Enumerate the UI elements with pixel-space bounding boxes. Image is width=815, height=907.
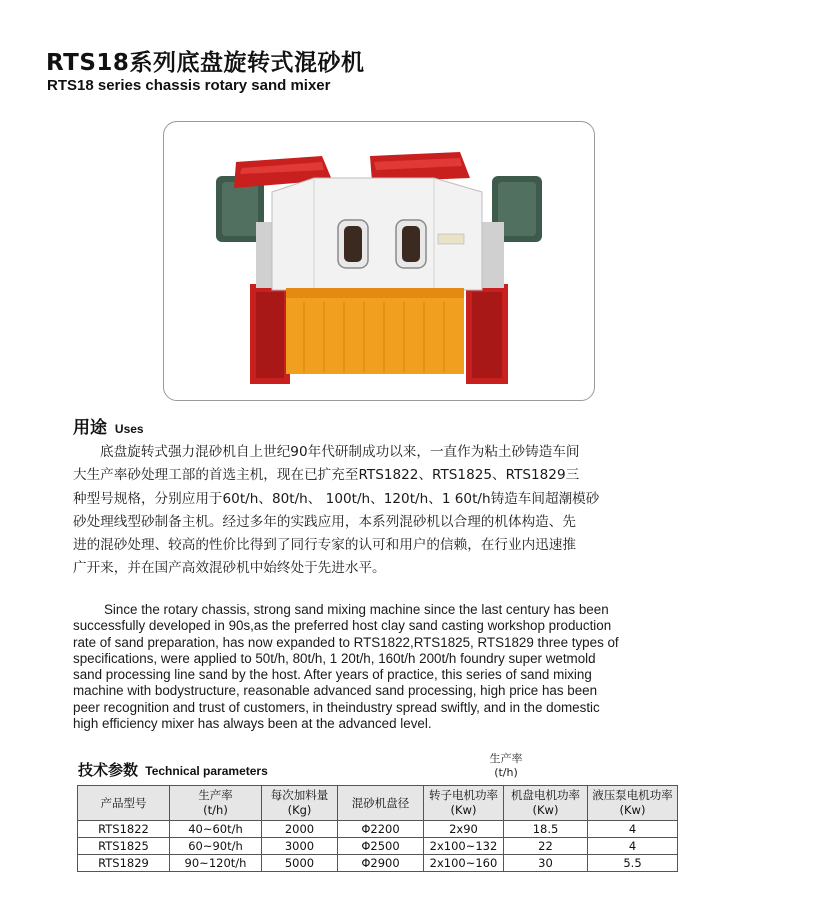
cn-line: 进的混砂处理、较高的性价比得到了同行专家的认可和用户的信赖，在行业内迅速推 [73, 537, 576, 554]
col-header-pan-power: 机盘电机功率 (Kw) [504, 786, 588, 821]
rate-note [476, 752, 536, 780]
col-header-pump-power: 液压泵电机功率 (Kw) [588, 786, 678, 821]
table-cell: 90~120t/h [170, 855, 262, 872]
uses-paragraph-en [73, 602, 679, 732]
product-photo [163, 121, 595, 401]
en-line: rate of sand preparation, has now expanded to RTS1822,RTS1825, RTS1829 three types of [73, 634, 619, 650]
col-header-batch: 每次加料量 (Kg) [262, 786, 338, 821]
table-cell: 30 [504, 855, 588, 872]
table-cell: Φ2500 [338, 838, 424, 855]
table-row [78, 855, 678, 872]
uses-heading [73, 413, 144, 438]
rate-note-line: (t/h) [494, 766, 518, 779]
table-cell: 3000 [262, 838, 338, 855]
table-cell: RTS1825 [78, 838, 170, 855]
table-cell: RTS1822 [78, 821, 170, 838]
page-title-en: RTS18 series chassis rotary sand mixer [47, 77, 331, 94]
table-cell: 40~60t/h [170, 821, 262, 838]
col-header-model: 产品型号 [78, 786, 170, 821]
col-header-diameter: 混砂机盘径 [338, 786, 424, 821]
en-line: specifications, were applied to 50t/h, 80t/h, 1 20t/h, 160t/h 200t/h foundry super wetmold [73, 650, 596, 666]
table-cell: 5.5 [588, 855, 678, 872]
cn-line: 大生产率砂处理工部的首选主机，现在已扩充至RTS1822、RTS1825、RTS1829三 [73, 467, 580, 484]
cn-line: 底盘旋转式强力混砂机自上世纪90年代研制成功以来，一直作为粘土砂铸造车间 [100, 444, 580, 460]
table-row [78, 821, 678, 838]
en-line: Since the rotary chassis, strong sand mixing machine since the last century has been [104, 602, 609, 617]
orange-base-housing [286, 288, 464, 374]
sand-mixer-illustration [164, 122, 594, 400]
cn-line: 砂处理线型砂制备主机。经过多年的实践应用，本系列混砂机以合理的机体构造、先 [73, 513, 576, 530]
en-line: peer recognition and trust of customers, in theindustry spread swiftly, and in the domestic [73, 699, 600, 715]
en-line: machine with bodystructure, reasonable advanced sand processing, high price has been [73, 683, 598, 699]
cn-line: 种型号规格，分别应用于60t/h、80t/h、 100t/h、120t/h、1 60t/h铸造车间超潮模砂 [73, 490, 600, 507]
table-cell: 4 [588, 821, 678, 838]
uses-paragraph-cn [73, 441, 679, 581]
uses-heading-en: Uses [114, 422, 144, 436]
spec-table [77, 785, 678, 872]
table-row [78, 838, 678, 855]
cn-line: 广开来，并在国产高效混砂机中始终处于先进水平。 [73, 560, 386, 577]
table-cell: 2x100~160 [424, 855, 504, 872]
table-cell: Φ2900 [338, 855, 424, 872]
table-cell: 5000 [262, 855, 338, 872]
tech-params-heading [78, 759, 268, 780]
table-cell: 18.5 [504, 821, 588, 838]
table-cell: 60~90t/h [170, 838, 262, 855]
table-cell: 22 [504, 838, 588, 855]
rate-note-line: 生产率 [489, 752, 523, 765]
en-line: sand processing line sand by the host. After years of practice, this series of sand mixing [73, 667, 592, 683]
table-cell: 2000 [262, 821, 338, 838]
uses-heading-cn: 用途 [73, 418, 107, 438]
tech-heading-en: Technical parameters [145, 764, 268, 778]
col-header-rotor-power: 转子电机功率 (Kw) [424, 786, 504, 821]
table-header-row [78, 786, 678, 821]
table-cell: 2x100~132 [424, 838, 504, 855]
en-line: high efficiency mixer has always been at the advanced level. [73, 716, 432, 732]
page-title-cn: RTS18系列底盘旋转式混砂机 [46, 50, 365, 76]
tech-heading-cn: 技术参数 [78, 761, 139, 779]
en-line: successfully developed in 90s,as the preferred host clay sand casting workshop production [73, 618, 612, 634]
table-cell: RTS1829 [78, 855, 170, 872]
table-cell: 4 [588, 838, 678, 855]
table-cell: 2x90 [424, 821, 504, 838]
table-cell: Φ2200 [338, 821, 424, 838]
col-header-rate: 生产率 (t/h) [170, 786, 262, 821]
